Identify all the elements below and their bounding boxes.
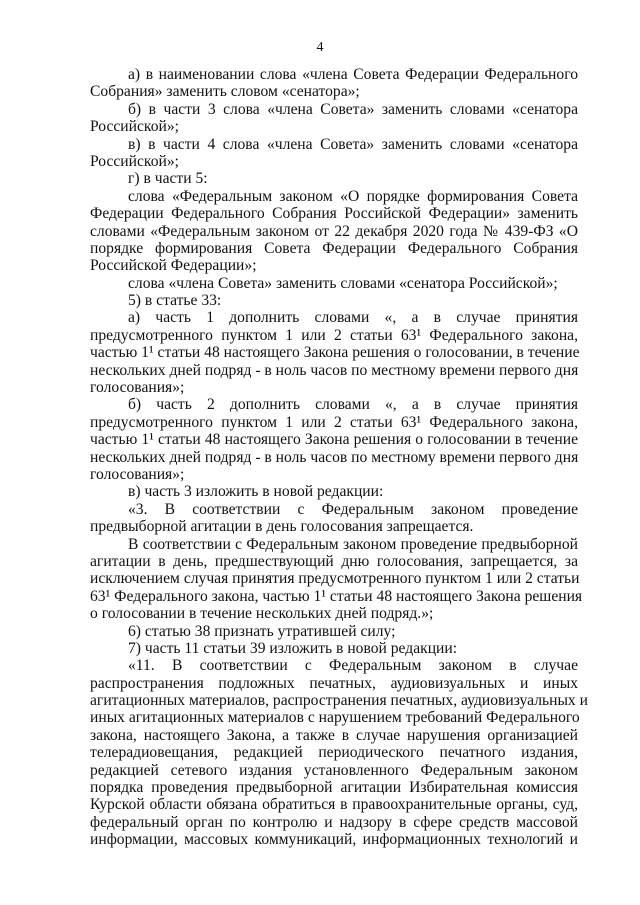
text-line: слова «члена Совета» заменить словами «сенатора Российской»;: [128, 274, 558, 292]
text-line: в) в части 4 слова «члена Совета» заменить словами «сенатора: [128, 135, 578, 153]
text-line: исключением случая принятия предусмотренного пунктом 1 или 2 статьи: [90, 570, 580, 588]
text-line: распространения подложных печатных, аудиовизуальных и иных: [90, 674, 578, 692]
text-line: слова «Федеральным законом «О порядке формирования Совета: [128, 187, 578, 205]
text-line: «3. В соответствии с Федеральным законом проведение: [128, 500, 578, 518]
text-line: голосования»;: [90, 465, 185, 483]
text-line: закона, настоящего Закона, а также в случае нарушения организацией: [90, 726, 578, 744]
text-line: о голосовании в течение нескольких дней подряд.»;: [90, 605, 434, 623]
text-line: телерадиовещания, редакцией периодического печатного издания,: [90, 744, 578, 762]
text-line: г) в части 5:: [128, 170, 208, 188]
text-line: а) в наименовании слова «члена Совета Федерации Федерального: [128, 66, 578, 83]
text-line: предусмотренного пунктом 1 или 2 статьи 63¹ Федерального закона,: [90, 326, 578, 344]
text-line: предвыборной агитации в день голосования запрещается.: [90, 518, 474, 536]
text-line: «11. В соответствии с Федеральным законом в случае: [128, 657, 578, 675]
text-line: агитационных материалов, распространения печатных, аудиовизуальных и: [90, 692, 588, 710]
text-line: иных агитационных материалов с нарушением требований Федерального: [90, 709, 580, 727]
text-line: предусмотренного пунктом 1 или 2 статьи 63¹ Федерального закона,: [90, 413, 578, 431]
text-line: информации, массовых коммуникаций, информационных технологий и: [90, 831, 578, 849]
text-line: порядке формирования Совета Федерации Федерального Собрания: [90, 239, 578, 257]
text-line: редакцией сетевого издания установленного Федеральным законом: [90, 761, 578, 779]
text-line: Российской»;: [90, 152, 179, 170]
text-line: словами «Федеральным законом от 22 декабря 2020 года № 439-ФЗ «О: [90, 222, 578, 240]
text-line: порядка проведения предвыборной агитации Избирательная комиссия: [90, 779, 578, 797]
document-body: [90, 66, 588, 849]
text-line: 7) часть 11 статьи 39 изложить в новой редакции:: [128, 639, 458, 657]
page-number: 4: [316, 40, 324, 55]
text-line: 63¹ Федерального закона, частью 1¹ статьи 48 настоящего Закона решения: [90, 587, 583, 605]
text-line: б) в части 3 слова «члена Совета» заменить словами «сенатора: [128, 100, 578, 118]
text-line: Федерации Федерального Собрания Российской Федерации» заменить: [90, 205, 578, 223]
text-line: голосования»;: [90, 379, 185, 397]
text-line: 6) статью 38 признать утратившей силу;: [128, 622, 396, 640]
text-line: в) часть 3 изложить в новой редакции:: [128, 483, 384, 501]
text-line: федеральный орган по контролю и надзору в сфере средств массовой: [90, 813, 578, 831]
text-line: Собрания» заменить словом «сенатора»;: [90, 83, 360, 101]
text-line: агитации в день, предшествующий дню голосования, запрещается, за: [90, 552, 578, 570]
text-line: нескольких дней подряд - в ноль часов по местному времени первого дня: [90, 361, 579, 379]
text-line: нескольких дней подряд - в ноль часов по местному времени первого дня: [90, 448, 579, 466]
text-line: б) часть 2 дополнить словами «, а в случае принятия: [128, 396, 578, 414]
text-line: Российской»;: [90, 118, 179, 136]
text-line: частью 1¹ статьи 48 настоящего Закона решения о голосовании в течение: [90, 431, 578, 449]
text-line: Российской Федерации»;: [90, 257, 257, 275]
text-line: частью 1¹ статьи 48 настоящего Закона решения о голосовании, в течение: [90, 344, 580, 362]
text-line: а) часть 1 дополнить словами «, а в случае принятия: [128, 309, 578, 327]
text-line: 5) в статье 33:: [128, 292, 222, 310]
text-line: В соответствии с Федеральным законом проведение предвыборной: [128, 535, 578, 553]
text-line: Курской области обязана обратиться в правоохранительные органы, суд,: [90, 796, 578, 814]
